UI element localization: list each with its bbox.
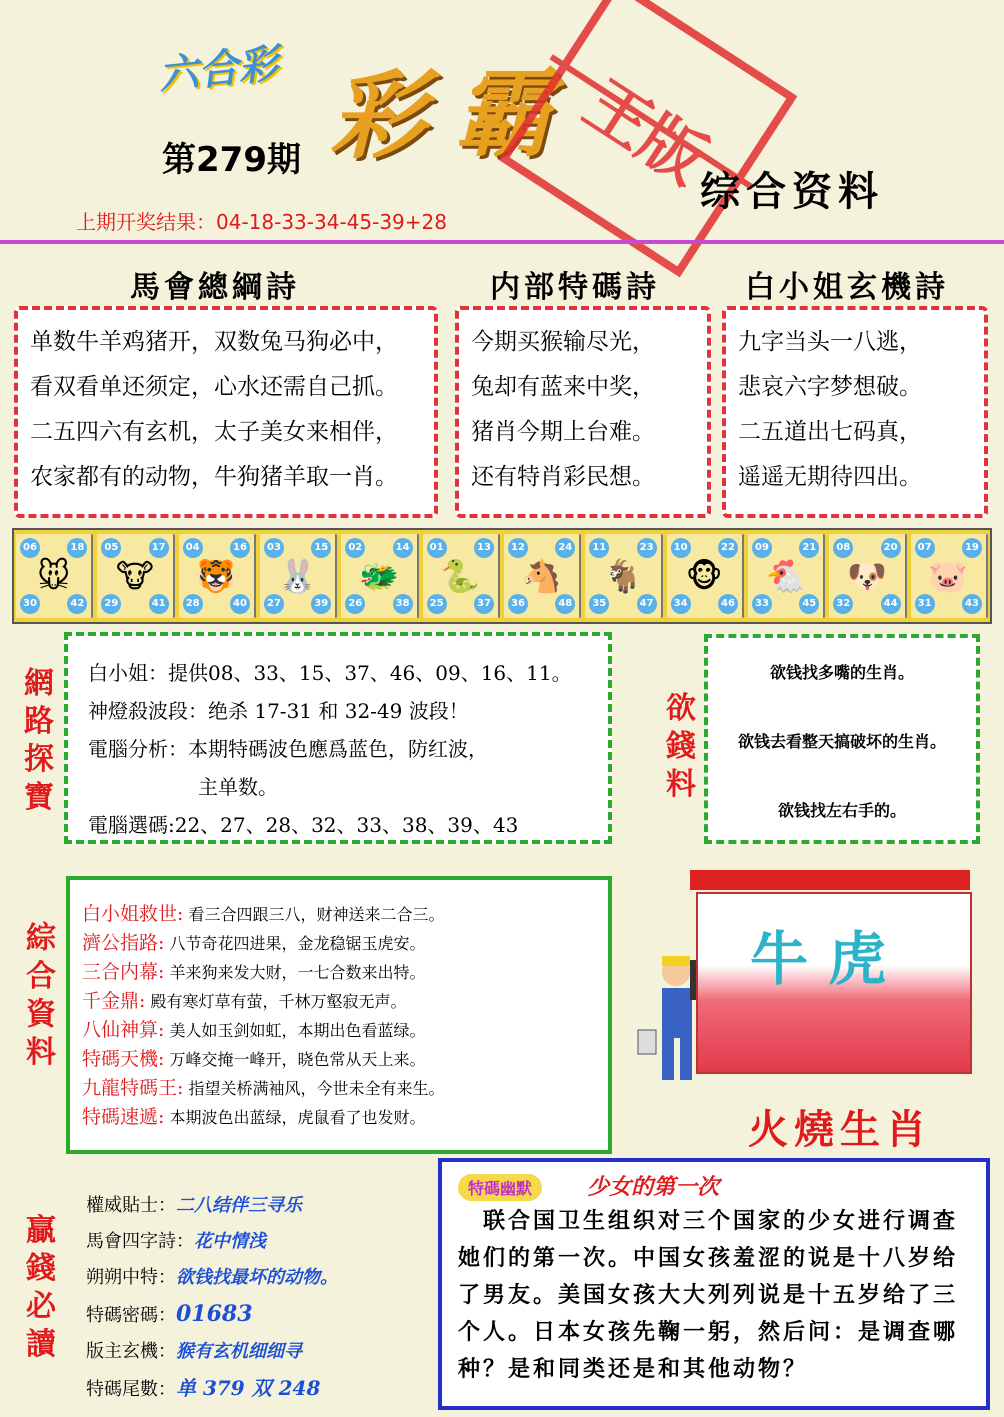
zodiac-number: 17 (149, 538, 169, 558)
combo-item (82, 1016, 596, 1045)
zodiac-strip (12, 528, 992, 624)
combo-side-title (24, 920, 58, 1072)
zodiac-number: 14 (393, 538, 413, 558)
side-char: 合 (26, 959, 56, 994)
combo-label: 特碼天機: (82, 1048, 165, 1070)
zodiac-number: 40 (230, 594, 250, 614)
poem-box-2 (455, 306, 711, 518)
title-char-2: 霸 (455, 58, 551, 170)
zodiac-number: 08 (833, 538, 853, 558)
zodiac-cell (341, 534, 418, 618)
poem-title-2: 内部特碼詩 (490, 270, 660, 305)
zodiac-number: 01 (427, 538, 447, 558)
brand-logo: 六合彩 (156, 40, 281, 100)
network-line: 電腦分析：本期特碼波色應爲蓝色，防红波， (88, 737, 488, 761)
painted-banner: 牛虎 (750, 925, 907, 993)
win-text: 单 379 双 248 (176, 1376, 321, 1400)
network-line: 白小姐：提供08、33、15、37、46、09、16、11。 (88, 661, 572, 685)
zodiac-number: 35 (589, 594, 609, 614)
zodiac-cell (260, 534, 337, 618)
dragon-icon: 🐲 (359, 557, 399, 595)
side-char: 錢 (666, 729, 696, 764)
poem-line: 二五道出七码真， (738, 419, 922, 445)
zodiac-number: 21 (799, 538, 819, 558)
combo-label: 特碼速遞: (82, 1106, 165, 1128)
joke-title: 少女的第一次 (587, 1174, 720, 1200)
zodiac-number: 39 (311, 594, 331, 614)
win-item (86, 1188, 426, 1224)
combo-text: 殿有寒灯草有萤，千林万壑寂无声。 (150, 992, 407, 1011)
zodiac-number: 06 (20, 538, 40, 558)
zodiac-number: 16 (230, 538, 250, 558)
monkey-icon: 🐵 (685, 557, 723, 595)
joke-box (438, 1158, 990, 1410)
combo-item (82, 929, 596, 958)
zodiac-number: 22 (718, 538, 738, 558)
zodiac-number: 31 (915, 594, 935, 614)
combo-item (82, 1074, 596, 1103)
fire-zodiac-caption: 火燒生肖 (748, 1106, 932, 1153)
win-item (86, 1224, 426, 1260)
win-label: 朔朔中特： (86, 1267, 176, 1288)
poem-line: 悲哀六字梦想破。 (738, 374, 922, 400)
poem-line: 看双看单还须定，心水还需自己抓。 (30, 374, 398, 400)
zodiac-number: 41 (149, 594, 169, 614)
zodiac-number: 13 (474, 538, 494, 558)
zodiac-cell (423, 534, 500, 618)
zodiac-number: 19 (962, 538, 982, 558)
zodiac-number: 45 (799, 594, 819, 614)
win-item (86, 1296, 426, 1334)
zodiac-number: 38 (393, 594, 413, 614)
zodiac-number: 25 (427, 594, 447, 614)
zodiac-number: 46 (718, 594, 738, 614)
title-char-1: 彩 (330, 60, 426, 172)
poem-line: 九字当头一八逃， (738, 329, 922, 355)
joke-badge: 特碼幽默 (458, 1174, 542, 1201)
zodiac-number: 03 (264, 538, 284, 558)
poem-box-1 (14, 306, 438, 518)
horse-icon: 🐴 (521, 557, 562, 595)
side-char: 料 (666, 767, 696, 802)
win-item (86, 1370, 426, 1408)
zodiac-number: 27 (264, 594, 284, 614)
banner-rail (690, 870, 970, 890)
last-result-label: 上期开奖结果： (76, 210, 216, 234)
zodiac-number: 44 (881, 594, 901, 614)
combo-text: 本期波色出蓝绿，虎鼠看了也发财。 (169, 1108, 426, 1127)
pig-icon: 🐷 (928, 557, 969, 595)
zodiac-number: 24 (555, 538, 575, 558)
zodiac-number: 34 (671, 594, 691, 614)
zodiac-number: 18 (67, 538, 87, 558)
win-side-title (24, 1212, 58, 1364)
last-result-numbers: 04-18-33-34-45-39+28 (216, 210, 447, 234)
poem-line: 单数牛羊鸡猪开，双数兔马狗必中， (30, 329, 398, 355)
zodiac-number: 20 (881, 538, 901, 558)
zodiac-number: 23 (637, 538, 657, 558)
combo-text: 美人如玉剑如虹，本期出色看蓝绿。 (169, 1021, 426, 1040)
combo-label: 千金鼎: (82, 990, 146, 1012)
rabbit-icon: 🐰 (277, 557, 318, 595)
poem-line: 遥遥无期待四出。 (738, 464, 922, 490)
dog-icon: 🐶 (847, 557, 887, 595)
win-label: 權威貼士： (86, 1195, 176, 1216)
side-char: 網 (24, 666, 54, 701)
win-label: 特碼尾數： (86, 1379, 176, 1400)
side-char: 綜 (26, 921, 56, 956)
stamp-text: 王版 (570, 66, 720, 199)
zodiac-cell (585, 534, 662, 618)
poem-title-1: 馬會總綱詩 (130, 270, 300, 305)
money-side-title (664, 690, 698, 804)
zodiac-number: 37 (474, 594, 494, 614)
zodiac-number: 36 (508, 594, 528, 614)
network-line: 神燈殺波段：绝杀 17-31 和 32-49 波段！ (88, 699, 469, 723)
combo-item (82, 1103, 596, 1132)
painter-icon (634, 950, 704, 1090)
zodiac-number: 30 (20, 594, 40, 614)
zodiac-cell (16, 534, 93, 618)
zodiac-number: 10 (671, 538, 691, 558)
zodiac-number: 32 (833, 594, 853, 614)
side-char: 贏 (26, 1213, 56, 1248)
zodiac-number: 47 (637, 594, 657, 614)
win-text: 01683 (176, 1301, 253, 1327)
side-char: 料 (26, 1035, 56, 1070)
win-item (86, 1334, 426, 1370)
zodiac-number: 29 (101, 594, 121, 614)
zodiac-number: 48 (555, 594, 575, 614)
win-text: 花中情浅 (194, 1231, 266, 1252)
zodiac-number: 28 (183, 594, 203, 614)
win-text: 二八结伴三寻乐 (176, 1195, 302, 1216)
side-char: 路 (24, 704, 54, 739)
rat-icon: 🐭 (36, 557, 71, 595)
joke-body: 联合国卫生组织对三个国家的少女进行调查她们的第一次。中国女孩羞涩的说是十八岁给了男友。美国女孩大大列列说是十五岁给了三个人。日本女孩先鞠一躬，然后问：是调查哪种？是和同类还是和其他动物？ (458, 1208, 959, 1382)
network-box (64, 632, 612, 844)
combo-label: 八仙神算: (82, 1019, 165, 1041)
zodiac-number: 11 (589, 538, 609, 558)
zodiac-number: 42 (67, 594, 87, 614)
zodiac-number: 12 (508, 538, 528, 558)
zodiac-number: 43 (962, 594, 982, 614)
side-char: 探 (24, 742, 54, 777)
zodiac-number: 05 (101, 538, 121, 558)
divider (0, 240, 1004, 244)
win-text: 猴有玄机细细寻 (176, 1341, 302, 1362)
poem-line: 猪肖今期上台难。 (471, 419, 655, 445)
side-char: 錢 (26, 1251, 56, 1286)
combo-label: 三合内幕: (82, 961, 165, 983)
zodiac-number: 02 (345, 538, 365, 558)
side-char: 資 (26, 997, 56, 1032)
poem-line: 兔却有蓝来中奖， (471, 374, 655, 400)
zodiac-cell (911, 534, 988, 618)
zodiac-cell (179, 534, 256, 618)
combo-text: 八节奇花四进果，金龙稳锯玉虎安。 (169, 934, 426, 953)
zodiac-number: 07 (915, 538, 935, 558)
zodiac-number: 33 (752, 594, 772, 614)
zodiac-cell (748, 534, 825, 618)
combo-item (82, 900, 596, 929)
combo-label: 九龍特碼王: (82, 1077, 184, 1099)
poem-line: 还有特肖彩民想。 (471, 464, 655, 490)
win-label: 馬會四字詩： (86, 1231, 194, 1252)
zodiac-cell (504, 534, 581, 618)
side-char: 寶 (24, 780, 54, 815)
combo-box (66, 876, 612, 1154)
zodiac-cell (667, 534, 744, 618)
side-char: 必 (26, 1289, 56, 1324)
money-line: 欲钱去看整天搞破坏的生肖。 (737, 732, 946, 751)
poem-line: 农家都有的动物，牛狗猪羊取一肖。 (30, 464, 398, 490)
ox-icon: 🐮 (116, 557, 154, 595)
money-line: 欲钱找左右手的。 (777, 801, 906, 820)
poem-line: 今期买猴输尽光， (471, 329, 655, 355)
side-char: 讀 (26, 1327, 56, 1362)
combo-item (82, 1045, 596, 1074)
zodiac-cell (97, 534, 174, 618)
network-line: 電腦選碼:22、27、28、32、33、38、39、43 (88, 813, 519, 837)
subtitle: 综合资料 (700, 168, 884, 215)
combo-item (82, 987, 596, 1016)
tiger-icon: 🐯 (196, 557, 237, 595)
zodiac-number: 09 (752, 538, 772, 558)
issue-number: 第279期 (162, 140, 301, 180)
poem-title-3: 白小姐玄機詩 (745, 270, 949, 305)
combo-text: 看三合四跟三八，财神送来二合三。 (188, 905, 445, 924)
snake-icon: 🐍 (440, 557, 481, 595)
combo-text: 万峰交掩一峰开，晓色常从天上来。 (169, 1050, 426, 1069)
win-text: 欲钱找最坏的动物。 (176, 1267, 338, 1288)
side-char: 欲 (666, 691, 696, 726)
rooster-icon: 🐔 (765, 557, 806, 595)
zodiac-number: 04 (183, 538, 203, 558)
combo-text: 羊来狗来发大财，一七合数来出特。 (169, 963, 426, 982)
goat-icon: 🐐 (603, 557, 643, 595)
combo-label: 白小姐救世: (82, 903, 184, 925)
money-line: 欲钱找多嘴的生肖。 (769, 663, 914, 682)
combo-text: 指望关桥满袖风，今世未全有来生。 (188, 1079, 445, 1098)
win-label: 特碼密碼： (86, 1305, 176, 1326)
network-line: 主单数。 (198, 775, 278, 799)
win-item (86, 1260, 426, 1296)
combo-item (82, 958, 596, 987)
money-box (704, 634, 980, 844)
zodiac-number: 15 (311, 538, 331, 558)
zodiac-number: 26 (345, 594, 365, 614)
win-list (86, 1188, 426, 1408)
zodiac-cell (829, 534, 906, 618)
network-side-title (22, 665, 56, 817)
poem-line: 二五四六有玄机，太子美女来相伴， (30, 419, 398, 445)
win-label: 版主玄機： (86, 1341, 176, 1362)
poem-box-3 (722, 306, 988, 518)
combo-label: 濟公指路: (82, 932, 165, 954)
last-result (76, 206, 447, 235)
